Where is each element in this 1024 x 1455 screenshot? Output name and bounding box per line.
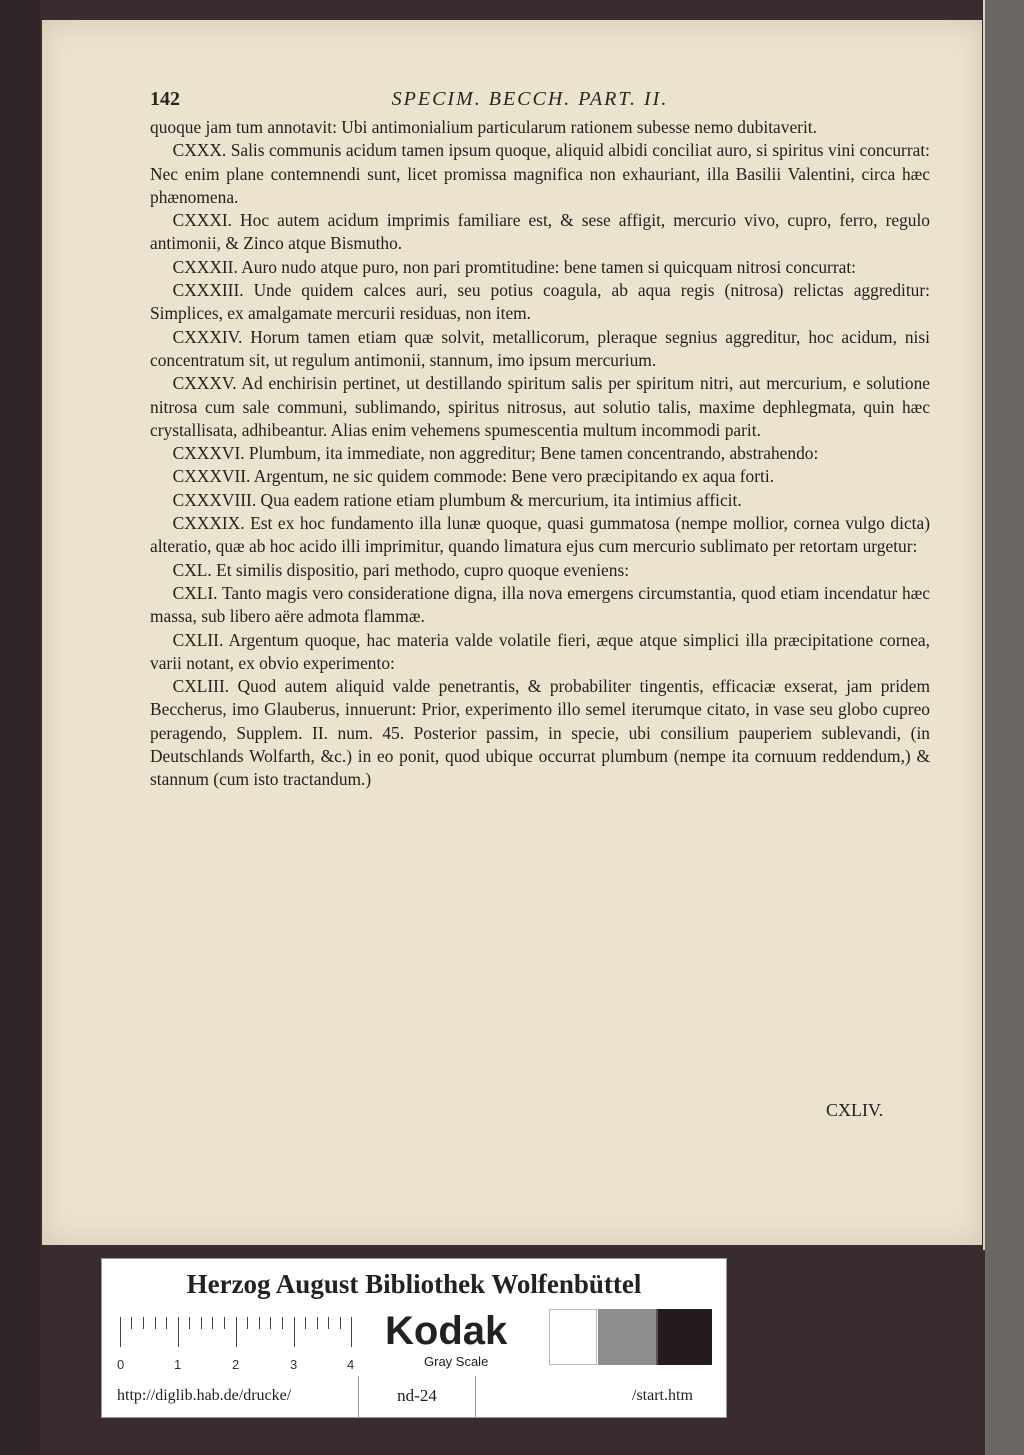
paragraph: CXL. Et similis dispositio, pari methodo, cupro quoque eveniens: [172,559,630,580]
paragraph: CXXXI. Hoc autem acidum imprimis familiare est, & sese affigit, mercurio vivo, cupro, ferro, regulo antimonii, & Zinco atque Bismutho. [150,210,930,254]
paragraph: CXXXV. Ad enchirisin pertinet, ut destillando spiritum salis per spiritum nitri, aut mercurium, e solutione nitrosa cum sale communi, sublimando, spiritus nitrosus, aut solutio talis, maxime dephlegmata, quin hæc crystallisata, adhibeantur. Alias enim vehemens spumescentia multum incommodi parit. [150,373,930,440]
paragraph: CXXX. Salis communis acidum tamen ipsum quoque, aliquid albidi conciliat auro, si spiritus vini concurrat: Nec enim plane contemnendi sunt, licet promissa magnifica non exhauriant, illa Basilii Valentini, circa hæc phænomena. [150,140,930,207]
paragraph: CXXXIV. Horum tamen etiam quæ solvit, metallicorum, pleraque segnius aggreditur, hoc acidum, nisi concentratum sit, ut regulum antimonii, stannum, imo ipsum mercurium. [150,326,930,370]
kodak-logo: Kodak [385,1309,508,1353]
ruler-tick [143,1317,144,1329]
ruler-tick [178,1317,179,1347]
shelfmark: nd-24 [397,1386,437,1405]
paragraph: CXLI. Tanto magis vero consideratione digna, illa nova emergens circumstantia, quod etiam incendatur hæc massa, sub libero aëre admota flammæ. [150,582,930,627]
ruler-tick [189,1317,190,1329]
paragraph: quoque jam tum annotavit: Ubi antimonialium particularum rationem subesse nemo dubitaverit. [150,117,817,137]
ruler-tick [247,1317,248,1329]
ruler-tick [131,1317,132,1329]
ruler-tick [212,1317,213,1329]
ruler-tick [120,1317,121,1347]
page-number: 142 [150,88,180,110]
ruler-tick [351,1317,352,1347]
gray-swatch-black [658,1309,712,1365]
ruler-tick [270,1317,271,1329]
right-scan-border [985,0,1024,1455]
library-title: Herzog August Bibliothek Wolfenbüttel [186,1269,642,1299]
ruler-tick [328,1317,329,1329]
library-scan-label [101,1258,727,1418]
ruler-tick [259,1317,260,1329]
shelfmark-box [358,1376,476,1417]
ruler-number: 3 [290,1357,298,1372]
running-head [150,88,910,118]
paragraph: CXLIII. Quod autem aliquid valde penetrantis, & probabiliter tingentis, efficaciæ exserat, jam pridem Beccherus, imo Glauberus, innuerunt: Prior, experimento illo semel iterumque citato, in vase seu globo cupreo peragendo, Supplem. II. num. 45. Posterior passim, in specie, ubi consilium pauperiem sublevandi, (in Deutschlands Wolfarth, &c.) in eo ponit, quod ubique occurrat plumbum (nempe ita cornuum reddendum,) & stannum (cum isto tractandum.) [150,676,930,790]
ruler-tick [282,1317,283,1329]
ruler-tick [155,1317,156,1329]
ruler-tick [294,1317,295,1347]
paragraph: CXXXIII. Unde quidem calces auri, seu potius coagula, ab aqua regis (nitrosa) relictas aggreditur: Simplices, ex amalgamate mercurii residuas, non item. [150,280,930,324]
url-suffix: /start.htm [632,1387,693,1404]
paragraph: CXXXIX. Est ex hoc fundamento illa lunæ quoque, quasi gummatosa (nempe mollior, cornea vulgo dicta) alteratio, quæ ab hoc acido illi imprimitur, quando limatura ejus cum mercurio sublimato per retortam urgetur: [150,513,930,557]
running-title: SPECIM. BECCH. PART. II. [391,88,669,110]
ruler-tick [305,1317,306,1329]
ruler-tick [236,1317,237,1347]
paragraph: CXXXVII. Argentum, ne sic quidem commode: Bene vero præcipitando ex aqua forti. [172,466,775,487]
ruler-number: 0 [117,1357,125,1372]
ruler-number: 4 [347,1357,355,1372]
ruler-tick [201,1317,202,1329]
catchword: CXLIV. [826,1100,884,1120]
paragraph: CXXXVIII. Qua eadem ratione etiam plumbum & mercurium, ita intimius afficit. [172,489,742,510]
paragraph: CXXXII. Auro nudo atque puro, non pari promtitudine: bene tamen si quicquam nitrosi concurrat: [172,256,857,277]
ruler-tick [317,1317,318,1329]
ruler-number: 1 [174,1357,182,1372]
scale-ruler [117,1317,355,1372]
ruler-tick [340,1317,341,1329]
ruler-tick [224,1317,225,1329]
gray-scale-caption: Gray Scale [424,1354,489,1369]
ruler-number: 2 [232,1357,240,1372]
ruler-tick [166,1317,167,1329]
paragraph: CXLII. Argentum quoque, hac materia valde volatile fieri, æque atque simplici illa præcipitatione cornea, varii notant, ex obvio experimento: [150,629,930,673]
paragraph: CXXXVI. Plumbum, ita immediate, non aggreditur; Bene tamen concentrando, abstrahendo: [172,443,819,464]
body-text [150,116,930,792]
url-prefix: http://diglib.hab.de/drucke/ [117,1387,292,1404]
gray-swatch-white [549,1309,597,1365]
left-scan-border [0,0,40,1455]
gray-swatch-mid [598,1309,656,1365]
